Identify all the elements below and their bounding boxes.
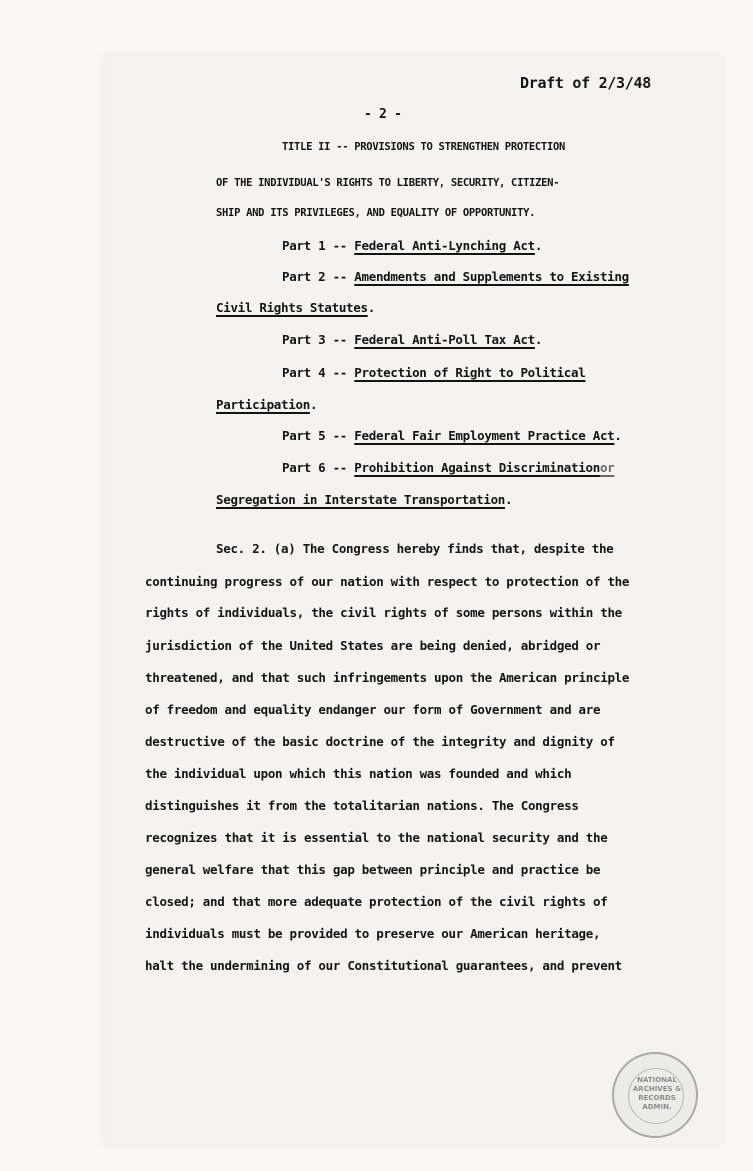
part-4-cont bbox=[216, 399, 317, 412]
section-line-2: continuing progress of our nation with respect to protection of the bbox=[145, 574, 630, 589]
part-6-title-extra: or bbox=[599, 460, 615, 475]
section-line-5: threatened, and that such infringements upon the American principle bbox=[145, 670, 630, 685]
part-4-prefix: Part 4 -- bbox=[282, 365, 348, 380]
part-3-title: Federal Anti-Poll Tax Act bbox=[354, 332, 535, 347]
part-2-title-cont: Civil Rights Statutes bbox=[216, 300, 368, 315]
section-line-10: recognizes that it is essential to the national security and the bbox=[145, 830, 608, 845]
part-1 bbox=[282, 240, 542, 253]
part-2-title: Amendments and Supplements to Existing bbox=[354, 269, 629, 284]
archive-stamp-text bbox=[614, 1076, 700, 1112]
draft-date: Draft of 2/3/48 bbox=[520, 74, 651, 92]
part-6 bbox=[282, 462, 614, 475]
part-3-suffix: . bbox=[534, 332, 543, 347]
part-5-suffix: . bbox=[614, 428, 622, 443]
part-4-suffix: . bbox=[309, 397, 318, 412]
section-line-13: individuals must be provided to preserve our American heritage, bbox=[145, 926, 601, 941]
part-5-prefix: Part 5 -- bbox=[282, 428, 348, 443]
stamp-line-2: ARCHIVES & bbox=[632, 1085, 682, 1093]
part-6-title: Prohibition Against Discrimination bbox=[354, 460, 600, 475]
section-line-7: destructive of the basic doctrine of the integrity and dignity of bbox=[145, 734, 615, 749]
part-6-cont bbox=[216, 494, 512, 507]
part-4 bbox=[282, 367, 586, 380]
stamp-line-4: ADMIN. bbox=[642, 1103, 672, 1111]
stamp-line-1: NATIONAL bbox=[637, 1076, 677, 1084]
section-line-11: general welfare that this gap between principle and practice be bbox=[145, 862, 601, 877]
section-line-12: closed; and that more adequate protection of the civil rights of bbox=[145, 894, 608, 909]
part-3-prefix: Part 3 -- bbox=[282, 332, 348, 347]
part-2-prefix: Part 2 -- bbox=[282, 269, 348, 284]
title-line-1: TITLE II -- PROVISIONS TO STRENGTHEN PROTECTION bbox=[282, 141, 566, 153]
part-1-prefix: Part 1 -- bbox=[282, 238, 348, 253]
section-line-4: jurisdiction of the United States are being denied, abridged or bbox=[145, 638, 601, 653]
part-3 bbox=[282, 334, 542, 347]
archive-stamp bbox=[612, 1052, 698, 1138]
part-4-title: Protection of Right to Political bbox=[354, 365, 586, 380]
part-1-suffix: . bbox=[534, 238, 543, 253]
part-6-title-cont: Segregation in Interstate Transportation bbox=[216, 492, 506, 507]
part-6-suffix: . bbox=[505, 492, 513, 507]
section-line-1: Sec. 2. (a) The Congress hereby finds that, despite the bbox=[216, 541, 614, 556]
page-number: - 2 - bbox=[364, 107, 402, 122]
section-line-8: the individual upon which this nation was founded and which bbox=[145, 766, 572, 781]
part-4-title-cont: Participation bbox=[216, 397, 310, 412]
part-5 bbox=[282, 430, 622, 443]
part-2 bbox=[282, 271, 629, 284]
stamp-line-3: RECORDS bbox=[638, 1094, 676, 1102]
part-1-title: Federal Anti-Lynching Act bbox=[354, 238, 535, 253]
title-line-3: SHIP AND ITS PRIVILEGES, AND EQUALITY OF OPPORTUNITY. bbox=[216, 207, 536, 219]
part-2-suffix: . bbox=[367, 300, 375, 315]
part-5-title: Federal Fair Employment Practice Act bbox=[354, 428, 615, 443]
title-line-2: OF THE INDIVIDUAL'S RIGHTS TO LIBERTY, SECURITY, CITIZEN- bbox=[216, 177, 560, 189]
section-line-3: rights of individuals, the civil rights of some persons within the bbox=[145, 605, 622, 620]
section-line-9: distinguishes it from the totalitarian nations. The Congress bbox=[145, 798, 579, 813]
part-2-cont bbox=[216, 302, 375, 315]
section-line-14: halt the undermining of our Constitutional guarantees, and prevent bbox=[145, 958, 622, 973]
section-line-6: of freedom and equality endanger our form of Government and are bbox=[145, 702, 601, 717]
part-6-prefix: Part 6 -- bbox=[282, 460, 348, 475]
